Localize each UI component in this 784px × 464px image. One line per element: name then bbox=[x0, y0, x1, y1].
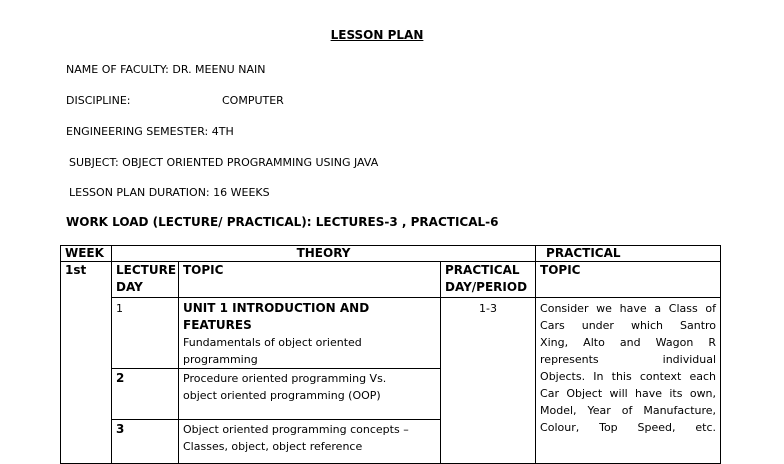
lesson-plan-table bbox=[60, 245, 721, 464]
topic-1-line1: Fundamentals of object oriented bbox=[183, 336, 362, 349]
header-theory bbox=[112, 246, 536, 262]
week-cell: 1st bbox=[61, 262, 112, 464]
practical-line-6: Car Object will have its own, bbox=[540, 387, 717, 400]
header-theory-label: THEORY bbox=[296, 246, 351, 260]
subheader-practical-topic: TOPIC bbox=[536, 262, 721, 298]
practical-line-8: Colour, Top Speed, etc. bbox=[540, 421, 717, 434]
faculty-line: NAME OF FACULTY: DR. MEENU NAIN bbox=[66, 63, 266, 76]
subheader-lecture-line2: DAY bbox=[116, 280, 143, 294]
semester-line: ENGINEERING SEMESTER: 4TH bbox=[66, 125, 234, 138]
topic-cell-2 bbox=[179, 369, 441, 420]
lecture-day-2: 2 bbox=[112, 369, 179, 420]
topic-2-line1: Procedure oriented programming Vs. bbox=[183, 372, 387, 385]
practical-line-3: Xing, Alto and Wagon R bbox=[540, 336, 717, 349]
workload-line: WORK LOAD (LECTURE/ PRACTICAL): LECTURES-3 , PRACTICAL-6 bbox=[66, 215, 499, 229]
header-week: WEEK bbox=[61, 246, 112, 262]
subheader-practical-line1: PRACTICAL bbox=[445, 263, 520, 277]
topic-3-line2: Classes, object, object reference bbox=[183, 440, 363, 453]
subheader-lecture-day bbox=[112, 262, 179, 298]
duration-line: LESSON PLAN DURATION: 16 WEEKS bbox=[69, 186, 270, 199]
lecture-day-1: 1 bbox=[112, 298, 179, 369]
unit-heading: UNIT 1 INTRODUCTION AND FEATURES bbox=[183, 301, 370, 332]
topic-cell-1 bbox=[179, 298, 441, 369]
topic-3-line1: Object oriented programming concepts – bbox=[183, 423, 409, 436]
practical-line-7: Model, Year of Manufacture, bbox=[540, 404, 717, 417]
subheader-topic: TOPIC bbox=[179, 262, 441, 298]
discipline-label: DISCIPLINE: bbox=[66, 94, 131, 107]
practical-topic bbox=[536, 298, 721, 464]
practical-line-4: represents individual bbox=[540, 353, 717, 366]
header-practical: PRACTICAL bbox=[536, 246, 721, 262]
practical-period: 1-3 bbox=[441, 298, 536, 464]
topic-2-line2: object oriented programming (OOP) bbox=[183, 389, 381, 402]
topic-cell-3 bbox=[179, 420, 441, 464]
subheader-practical-line2: DAY/PERIOD bbox=[445, 280, 528, 294]
practical-line-1: Consider we have a Class of bbox=[540, 302, 717, 315]
practical-line-5: Objects. In this context each bbox=[540, 370, 717, 383]
subheader-practical-day bbox=[441, 262, 536, 298]
lecture-day-3: 3 bbox=[112, 420, 179, 464]
subject-line: SUBJECT: OBJECT ORIENTED PROGRAMMING USING JAVA bbox=[69, 156, 379, 169]
discipline-value: COMPUTER bbox=[222, 94, 284, 107]
subheader-lecture-line1: LECTURE bbox=[116, 263, 177, 277]
document-title: LESSON PLAN bbox=[330, 28, 424, 42]
practical-line-2: Cars under which Santro bbox=[540, 319, 717, 332]
topic-1-line2: programming bbox=[183, 353, 258, 366]
